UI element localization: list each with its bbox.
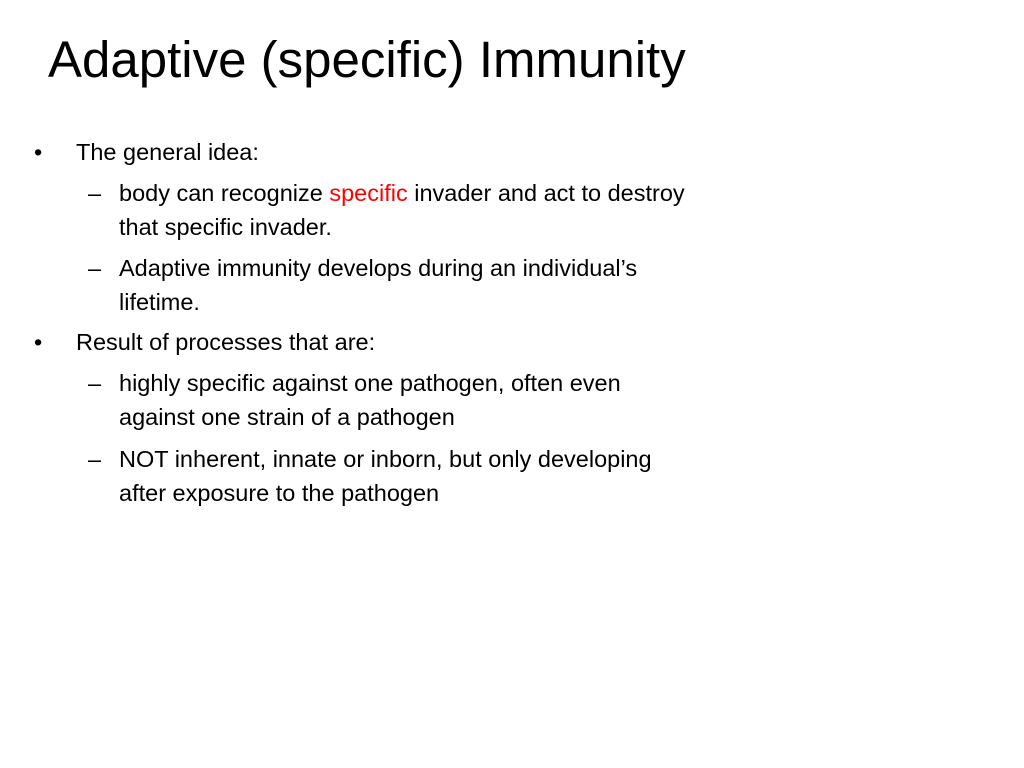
bullet-marker: • bbox=[34, 139, 43, 165]
sub-bullet-text bbox=[119, 176, 685, 244]
sub-bullet-line: NOT inherent, innate or inborn, but only developing bbox=[119, 446, 652, 472]
text-segment: invader and act to destroy bbox=[407, 180, 685, 206]
sub-bullet-line bbox=[119, 176, 685, 210]
text-segment: body can recognize bbox=[119, 180, 330, 206]
sub-bullet-line: after exposure to the pathogen bbox=[119, 480, 440, 506]
sub-bullet-line: against one strain of a pathogen bbox=[119, 404, 455, 430]
sub-bullet-text bbox=[119, 366, 621, 434]
sub-bullet-text bbox=[119, 442, 652, 510]
sub-bullet-line: that specific invader. bbox=[119, 214, 332, 240]
slide-title: Adaptive (specific) Immunity bbox=[48, 31, 686, 88]
sub-bullet-text bbox=[119, 251, 637, 319]
sub-bullet-line: lifetime. bbox=[119, 289, 200, 315]
dash-marker: – bbox=[88, 255, 102, 281]
bullet-marker: • bbox=[34, 329, 43, 355]
sub-bullet-line: highly specific against one pathogen, often even bbox=[119, 370, 621, 396]
dash-marker: – bbox=[88, 180, 102, 206]
bullet-text: The general idea: bbox=[76, 139, 259, 165]
bullet-text: Result of processes that are: bbox=[76, 329, 376, 355]
dash-marker: – bbox=[88, 370, 102, 396]
highlighted-word: specific bbox=[329, 180, 408, 206]
sub-bullet-line: Adaptive immunity develops during an individual’s bbox=[119, 255, 638, 281]
dash-marker: – bbox=[88, 446, 102, 472]
